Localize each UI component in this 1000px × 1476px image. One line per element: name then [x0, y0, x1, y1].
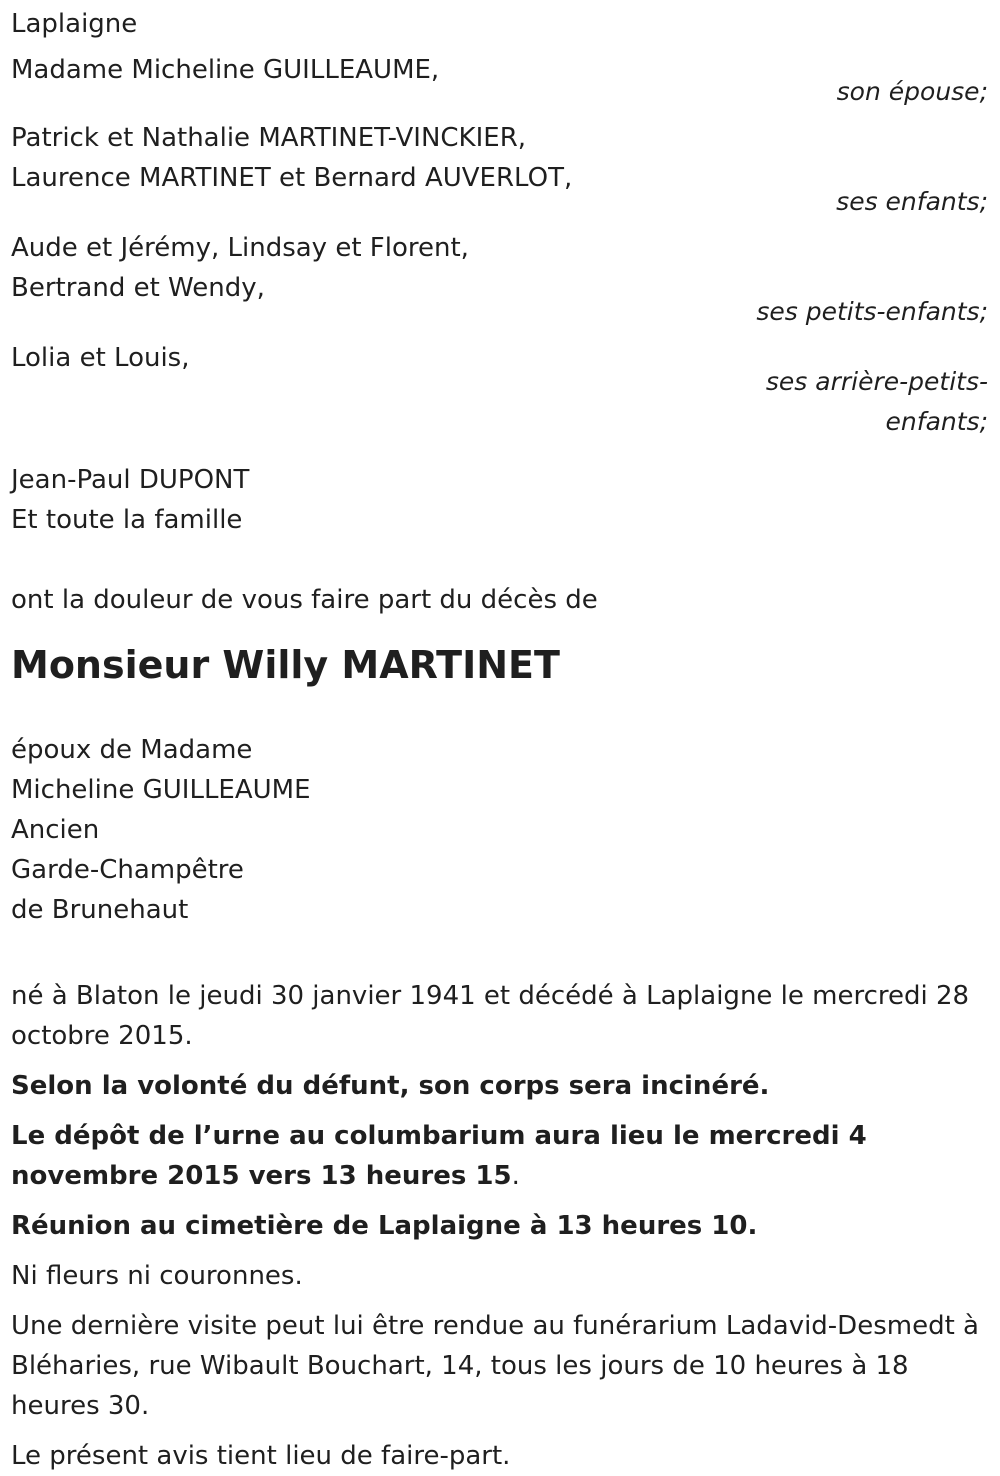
spacer-2 — [11, 930, 990, 970]
urn-deposit-note — [11, 1116, 990, 1196]
meeting-note: Réunion au cimetière de Laplaigne à 13 heures 10. — [11, 1211, 758, 1241]
great-grandchildren-role-1: ses arrière-petits- — [765, 367, 988, 396]
deceased-name: Monsieur Willy MARTINET — [11, 643, 560, 687]
spouse-role: son épouse; — [836, 77, 988, 106]
description-line-4: Garde-Champêtre — [11, 855, 244, 885]
description-line-3: Ancien — [11, 815, 100, 845]
great-grandchild-line-1: Lolia et Louis, — [11, 343, 190, 373]
spouse-name: Madame Micheline GUILLEAUME, — [11, 55, 440, 85]
grandchildren-role: ses petits-enfants; — [756, 297, 988, 326]
children-role: ses enfants; — [836, 187, 988, 216]
spacer — [11, 540, 990, 580]
urn-deposit-text: Le dépôt de l’urne au columbarium aura lieu le mercredi 4 novembre 2015 vers 13 heures 15 — [11, 1121, 867, 1191]
child-line-2: Laurence MARTINET et Bernard AUVERLOT, — [11, 163, 573, 193]
other-line-1: Jean-Paul DUPONT — [11, 465, 250, 495]
great-grandchildren-role-2: enfants; — [885, 407, 988, 436]
grandchild-line-1: Aude et Jérémy, Lindsay et Florent, — [11, 233, 469, 263]
place-heading: Laplaigne — [11, 9, 138, 39]
urn-deposit-period: . — [511, 1161, 520, 1191]
cremation-note: Selon la volonté du défunt, son corps sera incinéré. — [11, 1071, 770, 1101]
grandchild-line-2: Bertrand et Wendy, — [11, 273, 265, 303]
description-line-1: époux de Madame — [11, 735, 253, 765]
announcement: ont la douleur de vous faire part du décès de — [11, 585, 598, 615]
closing-note: Le présent avis tient lieu de faire-part. — [11, 1441, 511, 1471]
child-line-1: Patrick et Nathalie MARTINET-VINCKIER, — [11, 123, 527, 153]
description-line-5: de Brunehaut — [11, 895, 189, 925]
flowers-note: Ni fleurs ni couronnes. — [11, 1261, 303, 1291]
visit-note: Une dernière visite peut lui être rendue au funérarium Ladavid-Desmedt à Bléharies, rue Wibault Bouchart, 14, tous les jours de 10 heures à 18 heures 30. — [11, 1311, 979, 1421]
other-line-2: Et toute la famille — [11, 505, 243, 535]
birth-death-info: né à Blaton le jeudi 30 janvier 1941 et décédé à Laplaigne le mercredi 28 octobre 2015. — [11, 981, 970, 1051]
description-line-2: Micheline GUILLEAUME — [11, 775, 311, 805]
